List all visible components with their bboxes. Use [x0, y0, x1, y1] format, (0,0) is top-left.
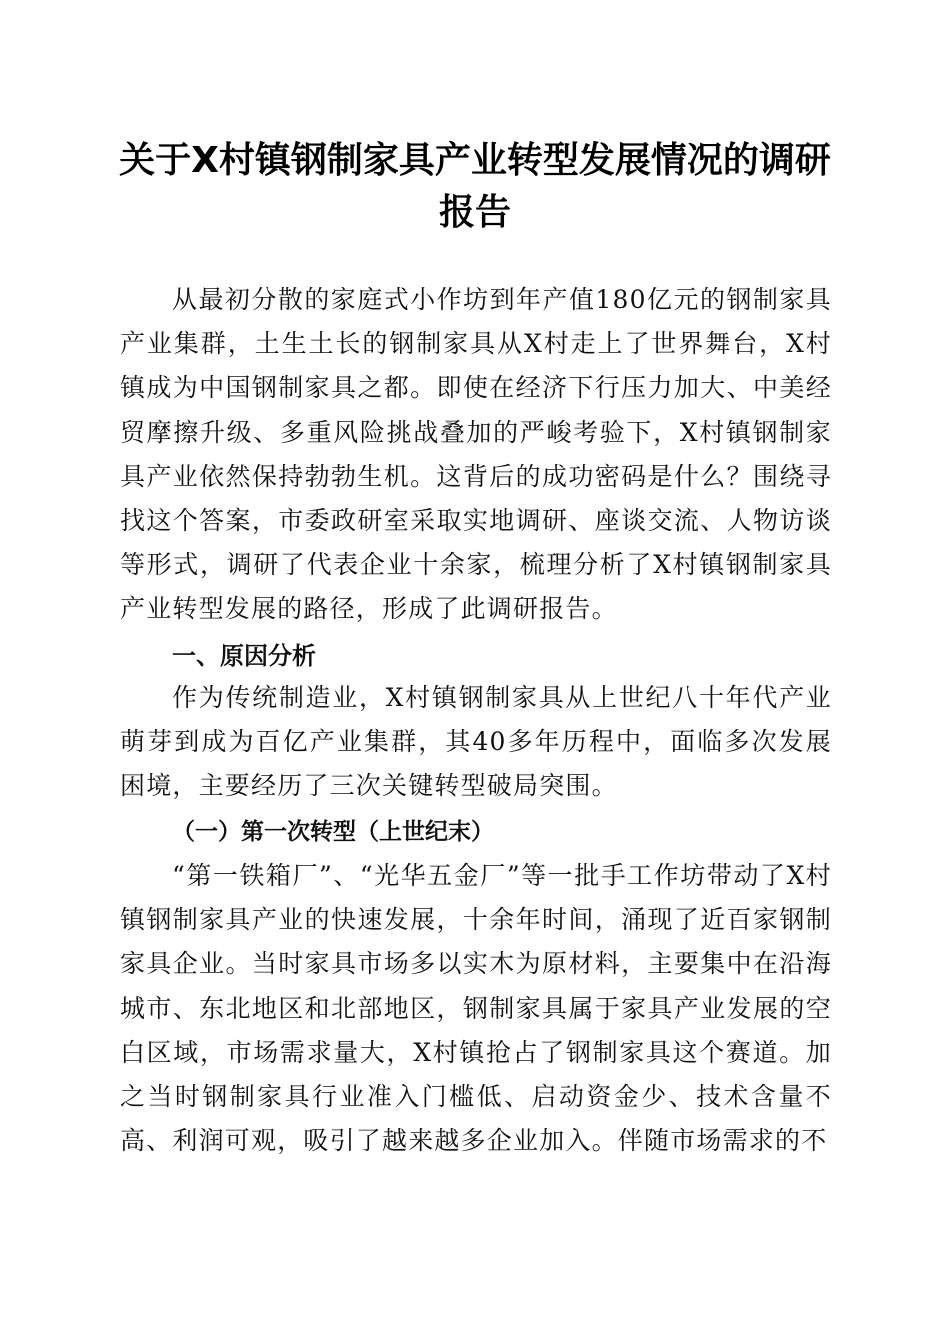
- intro-paragraph: 从最初分散的家庭式小作坊到年产值180亿元的钢制家具产业集群，土生土长的钢制家具从X村走上了世界舞台，X村镇成为中国钢制家具之都。即使在经济下行压力加大、中美经贸摩擦升级、多重风险挑战叠加的严峻考验下，X村镇钢制家具产业依然保持勃勃生机。这背后的成功密码是什么？围绕寻找这个答案，市委政研室采取实地调研、座谈交流、人物访谈等形式，调研了代表企业十余家，梳理分析了X村镇钢制家具产业转型发展的路径，形成了此调研报告。: [120, 285, 832, 624]
- section-heading: 一、原因分析: [172, 642, 316, 670]
- subsection-heading: （一）第一次转型（上世纪末）: [172, 818, 494, 845]
- document-title: 关于X村镇钢制家具产业转型发展情况的调研报告: [119, 140, 831, 233]
- subsection-paragraph: “第一铁箱厂”、“光华五金厂”等一批手工作坊带动了X村镇钢制家具产业的快速发展，十余年时间，涌现了近百家钢制家具企业。当时家具市场多以实木为原材料，主要集中在沿海城市、东北地区和北部地区，钢制家具属于家具产业发展的空白区域，市场需求量大，X村镇抢占了钢制家具这个赛道。加之当时钢制家具行业准入门槛低、启动资金少、技术含量不高、利润可观，吸引了越来越多企业加入。伴随市场需求的不: [120, 861, 832, 1156]
- section-paragraph: 作为传统制造业，X村镇钢制家具从上世纪八十年代产业萌芽到成为百亿产业集群，其40多年历程中，面临多次发展困境，主要经历了三次关键转型破局突围。: [120, 683, 832, 801]
